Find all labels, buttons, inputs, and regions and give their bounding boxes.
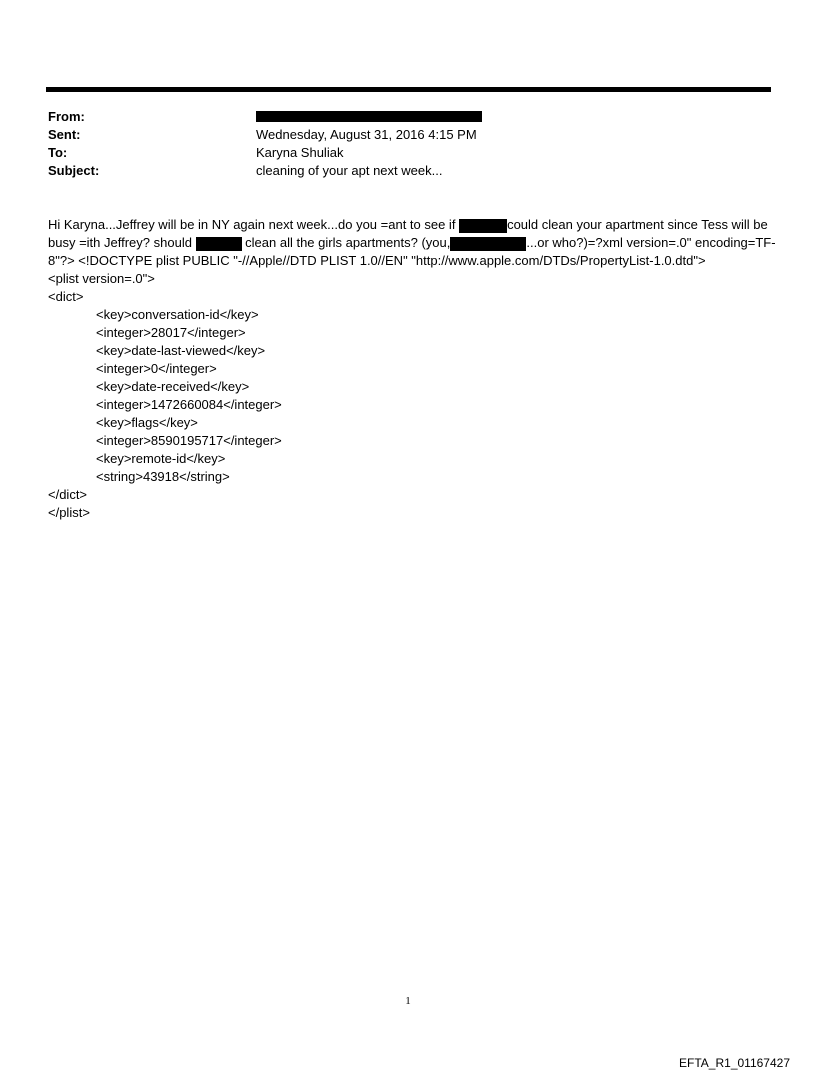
plist-entry-line: <key>flags</key>: [96, 415, 198, 430]
redaction-box: [196, 237, 242, 251]
plist-entry-line: <key>conversation-id</key>: [96, 307, 259, 322]
to-value: Karyna Shuliak: [256, 145, 344, 160]
plist-entry-line: <key>remote-id</key>: [96, 451, 226, 466]
email-body: [48, 216, 778, 522]
sent-label: Sent:: [48, 127, 81, 142]
email-header: [48, 108, 748, 180]
header-divider-rule: [46, 87, 771, 92]
from-row: [48, 108, 748, 126]
plist-entry-line: <key>date-last-viewed</key>: [96, 343, 266, 358]
plist-close-line: </plist>: [48, 505, 90, 520]
to-row: [48, 144, 748, 162]
sent-value: Wednesday, August 31, 2016 4:15 PM: [256, 127, 477, 142]
body-text-2: could clean your apartment since Tess will be busy =ith Jeffrey? should: [48, 217, 768, 250]
dict-close-line: </dict>: [48, 487, 88, 502]
body-text-3: clean all the girls apartments? (you,: [241, 235, 451, 250]
body-text-4: ...or who?)=?xml version=.0" encoding=TF-8"?> <!DOCTYPE plist PUBLIC "-//Apple//DTD PLIST 1.0//EN" "http://www.apple.com/DTDs/PropertyList-1.0.dtd">: [48, 235, 776, 268]
plist-entry-line: <key>date-received</key>: [96, 379, 250, 394]
dict-open-line: <dict>: [48, 289, 84, 304]
subject-value: cleaning of your apt next week...: [256, 163, 443, 178]
plist-entry-line: <integer>28017</integer>: [96, 325, 246, 340]
plist-entry-line: <integer>8590195717</integer>: [96, 433, 282, 448]
sent-row: [48, 126, 748, 144]
page-number: 1: [405, 995, 411, 1007]
plist-entry-line: <string>43918</string>: [96, 469, 230, 484]
plist-entry-line: <integer>1472660084</integer>: [96, 397, 282, 412]
to-label: To:: [48, 145, 68, 160]
plist-entry-line: <integer>0</integer>: [96, 361, 217, 376]
plist-open-line: <plist version=.0">: [48, 271, 155, 286]
redaction-box: [256, 111, 482, 122]
from-label: From:: [48, 109, 85, 124]
redaction-box: [450, 237, 526, 251]
redaction-box: [459, 219, 507, 233]
bates-number: EFTA_R1_01167427: [679, 1056, 790, 1070]
body-paragraph: [48, 216, 778, 270]
body-text-1: Hi Karyna...Jeffrey will be in NY again next week...do you =ant to see if: [48, 217, 460, 232]
from-value: [256, 108, 482, 126]
subject-row: [48, 162, 748, 180]
subject-label: Subject:: [48, 163, 100, 178]
